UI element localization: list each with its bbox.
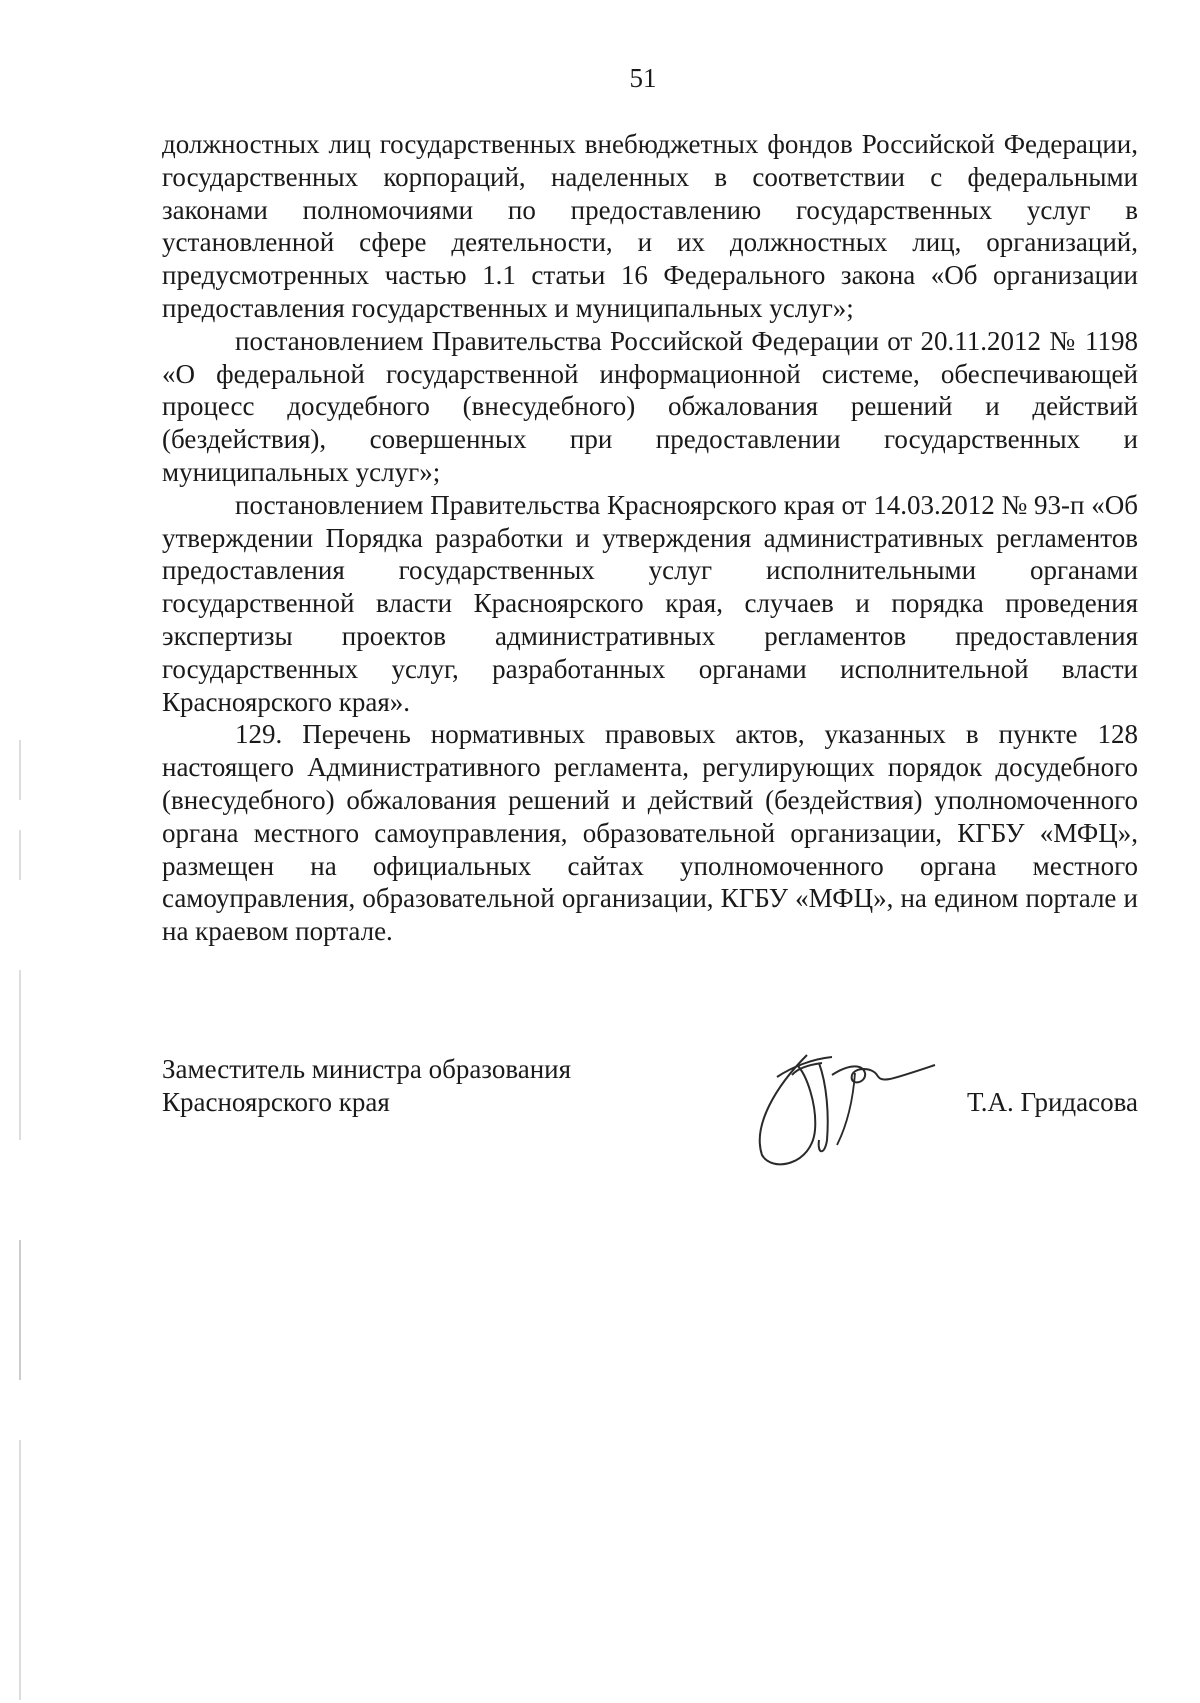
scan-margin-marks	[18, 740, 22, 1700]
paragraph-decree-93p: постановлением Правительства Красноярского края от 14.03.2012 № 93-п «Об утверждении Порядка разработки и утверждения административных регламентов предоставления государственных услуг исполнительными органами государственной власти Красноярского края, случаев и порядка проведения экспертизы проектов административных регламентов предоставления государственных услуг, разработанных органами исполнительной власти Красноярского края».	[162, 489, 1138, 717]
paragraph-continuation: должностных лиц государственных внебюджетных фондов Российской Федерации, государственных корпораций, наделенных в соответствии с федеральными законами полномочиями по предоставлению государственных услуг в установленной сфере деятельности, и их должностных лиц, организаций, предусмотренных частью 1.1 статьи 16 Федерального закона «Об организации предоставления государственных и муниципальных услуг»;	[162, 129, 1138, 323]
paragraph-item-129: 129. Перечень нормативных правовых актов, указанных в пункте 128 настоящего Административного регламента, регулирующих порядок досудебного (внесудебного) обжалования решений и действий (бездействия) уполномоченного органа местного самоуправления, образовательной организации, КГБУ «МФЦ», размещен на официальных сайтах уполномоченного органа местного самоуправления, образовательной организации, КГБУ «МФЦ», на едином портале и на краевом портале.	[162, 719, 1138, 947]
signature-block	[162, 1053, 1138, 1193]
handwritten-signature	[737, 1045, 937, 1175]
page-number: 51	[629, 63, 657, 93]
body-text	[162, 128, 1138, 948]
signer-title	[162, 1053, 571, 1119]
signer-name: Т.А. Гридасова	[967, 1087, 1138, 1117]
paragraph-decree-1198: постановлением Правительства Российской Федерации от 20.11.2012 № 1198 «О федеральной государственной информационной системе, обеспечивающей процесс досудебного (внесудебного) обжалования решений и действий (бездействия), совершенных при предоставлении государственных и муниципальных услуг»;	[162, 325, 1138, 487]
signer-title-line2: Красноярского края	[162, 1087, 390, 1117]
signer-title-line1: Заместитель министра образования	[162, 1054, 572, 1084]
